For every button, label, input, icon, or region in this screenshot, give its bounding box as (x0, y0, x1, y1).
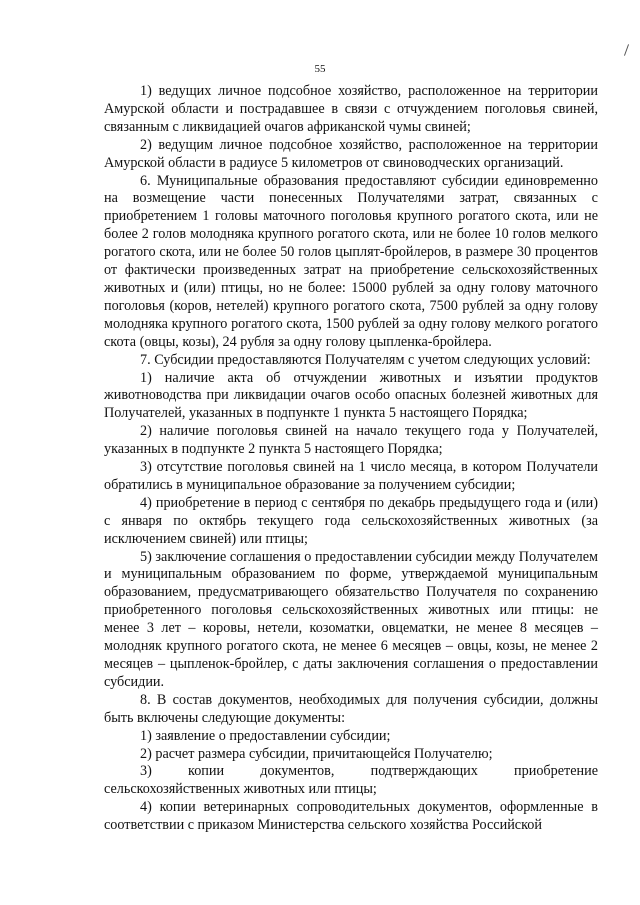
paragraph: 1) ведущих личное подсобное хозяйство, расположенное на территории Амурской области и пострадавшее в связи с отчуждением поголовья свиней, связанным с ликвидацией очагов африканской чумы свиней; (104, 83, 598, 135)
paragraph: 4) копии ветеринарных сопроводительных документов, оформленные в соответствии с приказом Министерства сельского хозяйства Российской (104, 799, 598, 834)
document-body (104, 83, 598, 835)
paragraph: 7. Субсидии предоставляются Получателям с учетом следующих условий: (140, 351, 591, 368)
paragraph: 8. В состав документов, необходимых для получения субсидии, должны быть включены следующие документы: (104, 691, 598, 726)
paragraph: 2) ведущим личное подсобное хозяйство, расположенное на территории Амурской области в радиусе 5 километров от свиноводческих организаций. (104, 136, 598, 171)
paragraph: 3) отсутствие поголовья свиней на 1 число месяца, в котором Получатели обратились в муниципальное образование за получением субсидии; (104, 459, 598, 493)
paragraph: 6. Муниципальные образования предоставляют субсидии единовременно на возмещение части понесенных Получателями затрат, связанных с приобретением 1 головы маточного поголовья крупного рогатого скота, или не более 2 голов молодняка крупного рогатого скота, или не более 10 голов мелкого рогатого скота, или не более 50 голов цыплят-бройлеров, в размере 30 процентов от фактически произведенных затрат на приобретение сельскохозяйственных животных и (или) птицы, но не более: 15000 рублей за одну голову маточного поголовья (коров, нетелей) крупного рогатого скота, 7500 рублей за одну голову молодняка крупного рогатого скота, 1500 рублей за одну голову мелкого рогатого скота (овцы, козы), 24 рубля за одну голову цыпленка-бройлера. (104, 172, 598, 350)
paragraph: 2) расчет размера субсидии, причитающейся Получателю; (140, 745, 493, 762)
paragraph: 2) наличие поголовья свиней на начало текущего года у Получателей, указанных в подпункте 2 пункта 5 настоящего Порядка; (104, 423, 598, 458)
paragraph: 1) наличие акта об отчуждении животных и изъятии продуктов животноводства при ликвидации очагов особо опасных болезней животных для Получателей, указанных в подпункте 1 пункта 5 настоящего Порядка; (104, 369, 598, 422)
paragraph: 1) заявление о предоставлении субсидии; (140, 727, 391, 744)
paragraph: 5) заключение соглашения о предоставлении субсидии между Получателем и муниципальным образованием по форме, утверждаемой муниципальным образованием, предусматривающего обязательство Получателя по сохранению приобретенного поголовья сельскохозяйственных животных или птицы: не менее 3 лет – коровы, нетели, козоматки, овцематки, не менее 8 месяцев – молодняк крупного рогатого скота, не менее 6 месяцев – овцы, козы, не менее 2 месяцев – цыпленок-бройлер, с даты заключения соглашения о предоставлении субсидии. (104, 548, 598, 690)
paragraph: 4) приобретение в период с сентября по декабрь предыдущего года и (или) с января по октябрь текущего года сельскохозяйственных животных (за исключением свиней) или птицы; (104, 494, 598, 547)
scan-mark (624, 44, 629, 56)
page-number: 55 (314, 63, 326, 75)
paragraph: 3) копии документов, подтверждающих приобретение сельскохозяйственных животных или птицы; (104, 763, 598, 798)
